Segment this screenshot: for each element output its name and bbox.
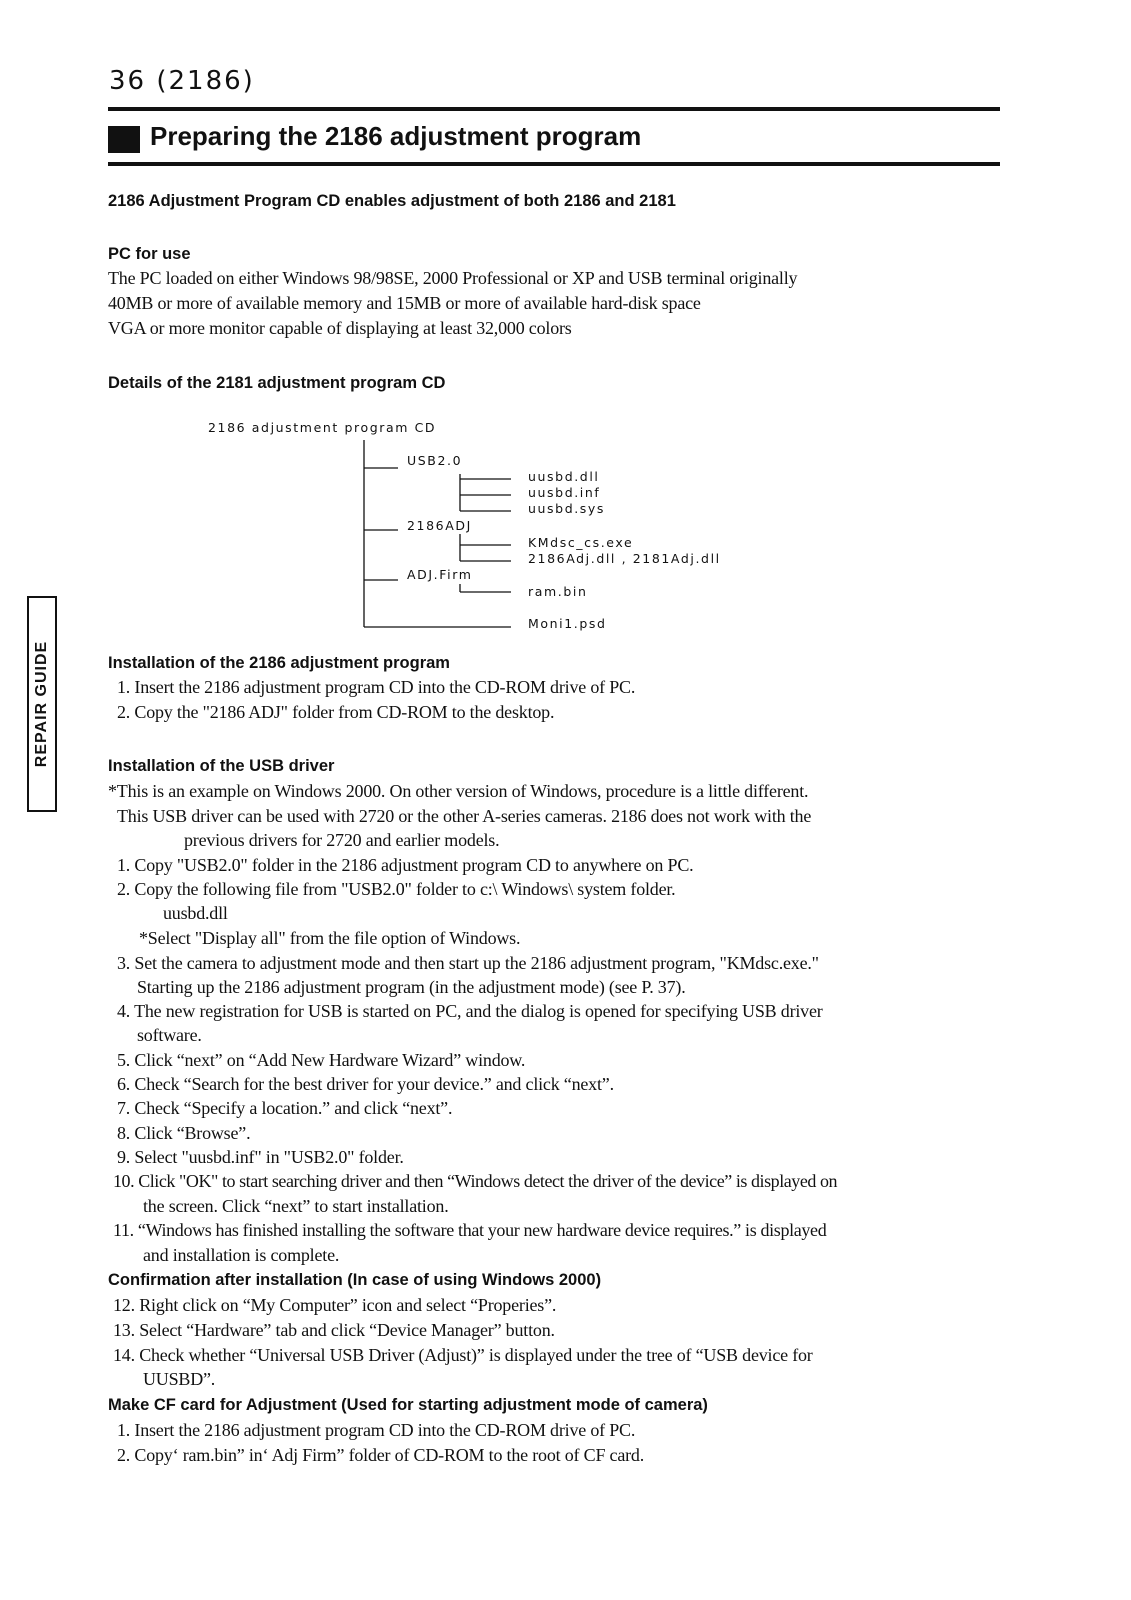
tree-folder-adj: 2186ADJ: [407, 518, 472, 533]
tree-folder-firm: ADJ.Firm: [407, 567, 473, 582]
confirm-step: 14. Check whether “Universal USB Driver (Adjust)” is displayed under the tree of “USB device for: [113, 1345, 813, 1365]
confirmation-heading: Confirmation after installation (In case of using Windows 2000): [108, 1271, 602, 1289]
usb-step: 7. Check “Specify a location.” and click “next”.: [117, 1098, 453, 1118]
tree-file: KMdsc_cs.exe: [528, 535, 634, 550]
tree-folder-usb: USB2.0: [407, 453, 463, 468]
usb-line: *Select "Display all" from the file option of Windows.: [139, 928, 521, 948]
tree-file: uusbd.dll: [528, 469, 600, 484]
confirm-line: UUSBD”.: [143, 1369, 216, 1389]
usb-step: 5. Click “next” on “Add New Hardware Wizard” window.: [117, 1050, 526, 1070]
install-step: 2. Copy the "2186 ADJ" folder from CD-ROM to the desktop.: [117, 702, 555, 722]
tree-file: 2186Adj.dll , 2181Adj.dll: [528, 551, 721, 566]
usb-line: uusbd.dll: [163, 903, 228, 923]
install-step: 1. Insert the 2186 adjustment program CD into the CD-ROM drive of PC.: [117, 677, 636, 697]
cf-step: 2. Copy‘ ram.bin” in‘ Adj Firm” folder of CD-ROM to the root of CF card.: [117, 1445, 645, 1465]
title-marker: [108, 126, 140, 153]
page-header: 36 (2186): [109, 66, 255, 96]
pc-line: 40MB or more of available memory and 15MB or more of available hard-disk space: [108, 293, 701, 313]
usb-step: 9. Select "uusbd.inf" in "USB2.0" folder.: [117, 1147, 404, 1167]
side-tab: [27, 596, 57, 812]
pc-line: The PC loaded on either Windows 98/98SE, 2000 Professional or XP and USB terminal originally: [108, 268, 798, 288]
cf-step: 1. Insert the 2186 adjustment program CD into the CD-ROM drive of PC.: [117, 1420, 636, 1440]
page-title: Preparing the 2186 adjustment program: [150, 121, 642, 151]
tree-file: ram.bin: [528, 584, 588, 599]
usb-line: Starting up the 2186 adjustment program (in the adjustment mode) (see P. 37).: [137, 977, 686, 997]
confirm-step: 13. Select “Hardware” tab and click “Device Manager” button.: [113, 1320, 555, 1340]
tree-file: Moni1.psd: [528, 616, 607, 631]
usb-line: and installation is complete.: [143, 1245, 340, 1265]
pc-for-use-heading: PC for use: [108, 245, 191, 263]
usb-line: the screen. Click “next” to start installation.: [143, 1196, 449, 1216]
usb-line: software.: [137, 1025, 202, 1045]
usb-step: 4. The new registration for USB is started on PC, and the dialog is opened for specifying USB driver: [117, 1001, 823, 1021]
header-rule-top: [108, 107, 1000, 111]
cf-card-heading: Make CF card for Adjustment (Used for starting adjustment mode of camera): [108, 1396, 708, 1414]
usb-line: previous drivers for 2720 and earlier models.: [184, 830, 500, 850]
pc-line: VGA or more monitor capable of displaying at least 32,000 colors: [108, 318, 572, 338]
side-tab-label: REPAIR GUIDE: [33, 640, 50, 768]
install-usb-heading: Installation of the USB driver: [108, 757, 335, 775]
tree-file: uusbd.inf: [528, 485, 601, 500]
usb-step: 2. Copy the following file from "USB2.0" folder to c:\ Windows\ system folder.: [117, 879, 676, 899]
tree-file: uusbd.sys: [528, 501, 606, 516]
confirm-step: 12. Right click on “My Computer” icon and select “Properies”.: [113, 1295, 557, 1315]
cd-details-heading: Details of the 2181 adjustment program CD: [108, 374, 446, 392]
usb-step: 6. Check “Search for the best driver for your device.” and click “next”.: [117, 1074, 614, 1094]
usb-step: 11. “Windows has finished installing the software that your new hardware device requires.” is displayed: [113, 1220, 827, 1240]
usb-step: 3. Set the camera to adjustment mode and then start up the 2186 adjustment program, "KMdsc.exe.": [117, 953, 819, 973]
usb-line: *This is an example on Windows 2000. On other version of Windows, procedure is a little different.: [108, 781, 809, 801]
intro-heading: 2186 Adjustment Program CD enables adjustment of both 2186 and 2181: [108, 192, 676, 210]
usb-step: 1. Copy "USB2.0" folder in the 2186 adjustment program CD to anywhere on PC.: [117, 855, 694, 875]
tree-root: 2186 adjustment program CD: [208, 420, 437, 435]
usb-line: This USB driver can be used with 2720 or the other A-series cameras. 2186 does not work with the: [117, 806, 812, 826]
usb-step: 10. Click "OK" to start searching driver and then “Windows detect the driver of the device” is displayed on: [113, 1171, 838, 1191]
header-rule-bottom: [108, 162, 1000, 166]
install-program-heading: Installation of the 2186 adjustment program: [108, 654, 450, 672]
usb-step: 8. Click “Browse”.: [117, 1123, 251, 1143]
